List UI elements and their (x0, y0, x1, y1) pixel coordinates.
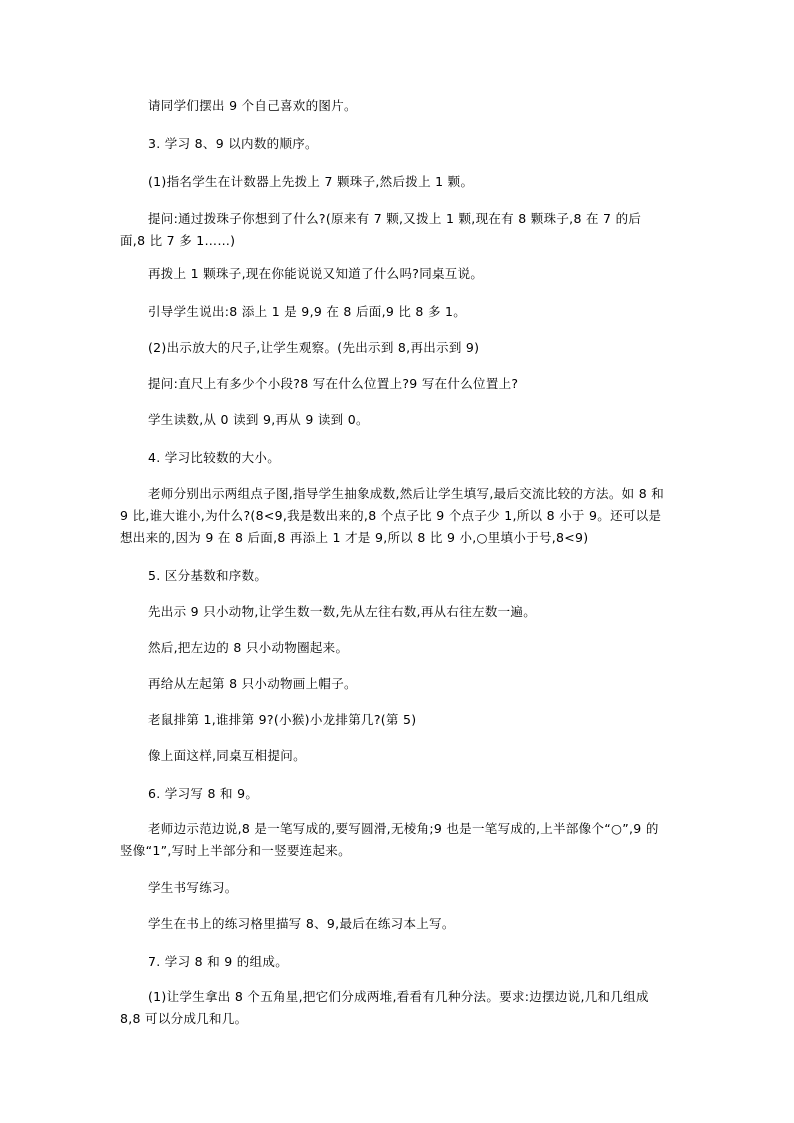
paragraph: (1)指名学生在计数器上先拨上 7 颗珠子,然后拨上 1 颗。 (148, 174, 474, 189)
paragraph: 先出示 9 只小动物,让学生数一数,先从左往右数,再从右往左数一遍。 (148, 604, 537, 619)
paragraph: 引导学生说出:8 添上 1 是 9,9 在 8 后面,9 比 8 多 1。 (148, 304, 467, 319)
paragraph: 请同学们摆出 9 个自己喜欢的图片。 (148, 98, 357, 113)
section-heading: 6. 学习写 8 和 9。 (148, 786, 259, 801)
paragraph: 再拨上 1 颗珠子,现在你能说说又知道了什么吗?同桌互说。 (148, 266, 484, 281)
section-heading: 7. 学习 8 和 9 的组成。 (148, 954, 288, 969)
paragraph: (1)让学生拿出 8 个五角星,把它们分成两堆,看看有几种分法。要求:边摆边说,几和几组成 8,8 可以分成几和几。 (120, 989, 649, 1026)
paragraph: 老鼠排第 1,谁排第 9?(小猴)小龙排第几?(第 5) (148, 712, 417, 727)
paragraph: 老师分别出示两组点子图,指导学生抽象成数,然后让学生填写,最后交流比较的方法。如 8 和 9 比,谁大谁小,为什么?(8<9,我是数出来的,8 个点子比 9 个点子少 1,所以 8 小于 9。还可以是想出来的,因为 9 在 8 后面,8 再添上 1 才是 9,所以 8 比 9 小,○里填小于号,8<9) (120, 486, 665, 545)
paragraph: 提问:通过拨珠子你想到了什么?(原来有 7 颗,又拨上 1 颗,现在有 8 颗珠子,8 在 7 的后面,8 比 7 多 1……) (120, 211, 642, 248)
paragraph: 学生在书上的练习格里描写 8、9,最后在练习本上写。 (148, 916, 455, 931)
paragraph: 再给从左起第 8 只小动物画上帽子。 (148, 676, 357, 691)
section-heading: 5. 区分基数和序数。 (148, 568, 268, 583)
paragraph: 老师边示范边说,8 是一笔写成的,要写圆滑,无棱角;9 也是一笔写成的,上半部像个“○”,9 的竖像“1”,写时上半部分和一竖要连起来。 (120, 821, 659, 858)
paragraph: 学生读数,从 0 读到 9,再从 9 读到 0。 (148, 412, 369, 427)
section-heading: 3. 学习 8、9 以内数的顺序。 (148, 136, 318, 151)
paragraph: 然后,把左边的 8 只小动物圈起来。 (148, 640, 349, 655)
paragraph: 像上面这样,同桌互相提问。 (148, 748, 306, 763)
paragraph: (2)出示放大的尺子,让学生观察。(先出示到 8,再出示到 9) (148, 340, 480, 355)
paragraph: 学生书写练习。 (148, 880, 238, 895)
paragraph: 提问:直尺上有多少个小段?8 写在什么位置上?9 写在什么位置上? (148, 376, 519, 391)
section-heading: 4. 学习比较数的大小。 (148, 450, 280, 465)
